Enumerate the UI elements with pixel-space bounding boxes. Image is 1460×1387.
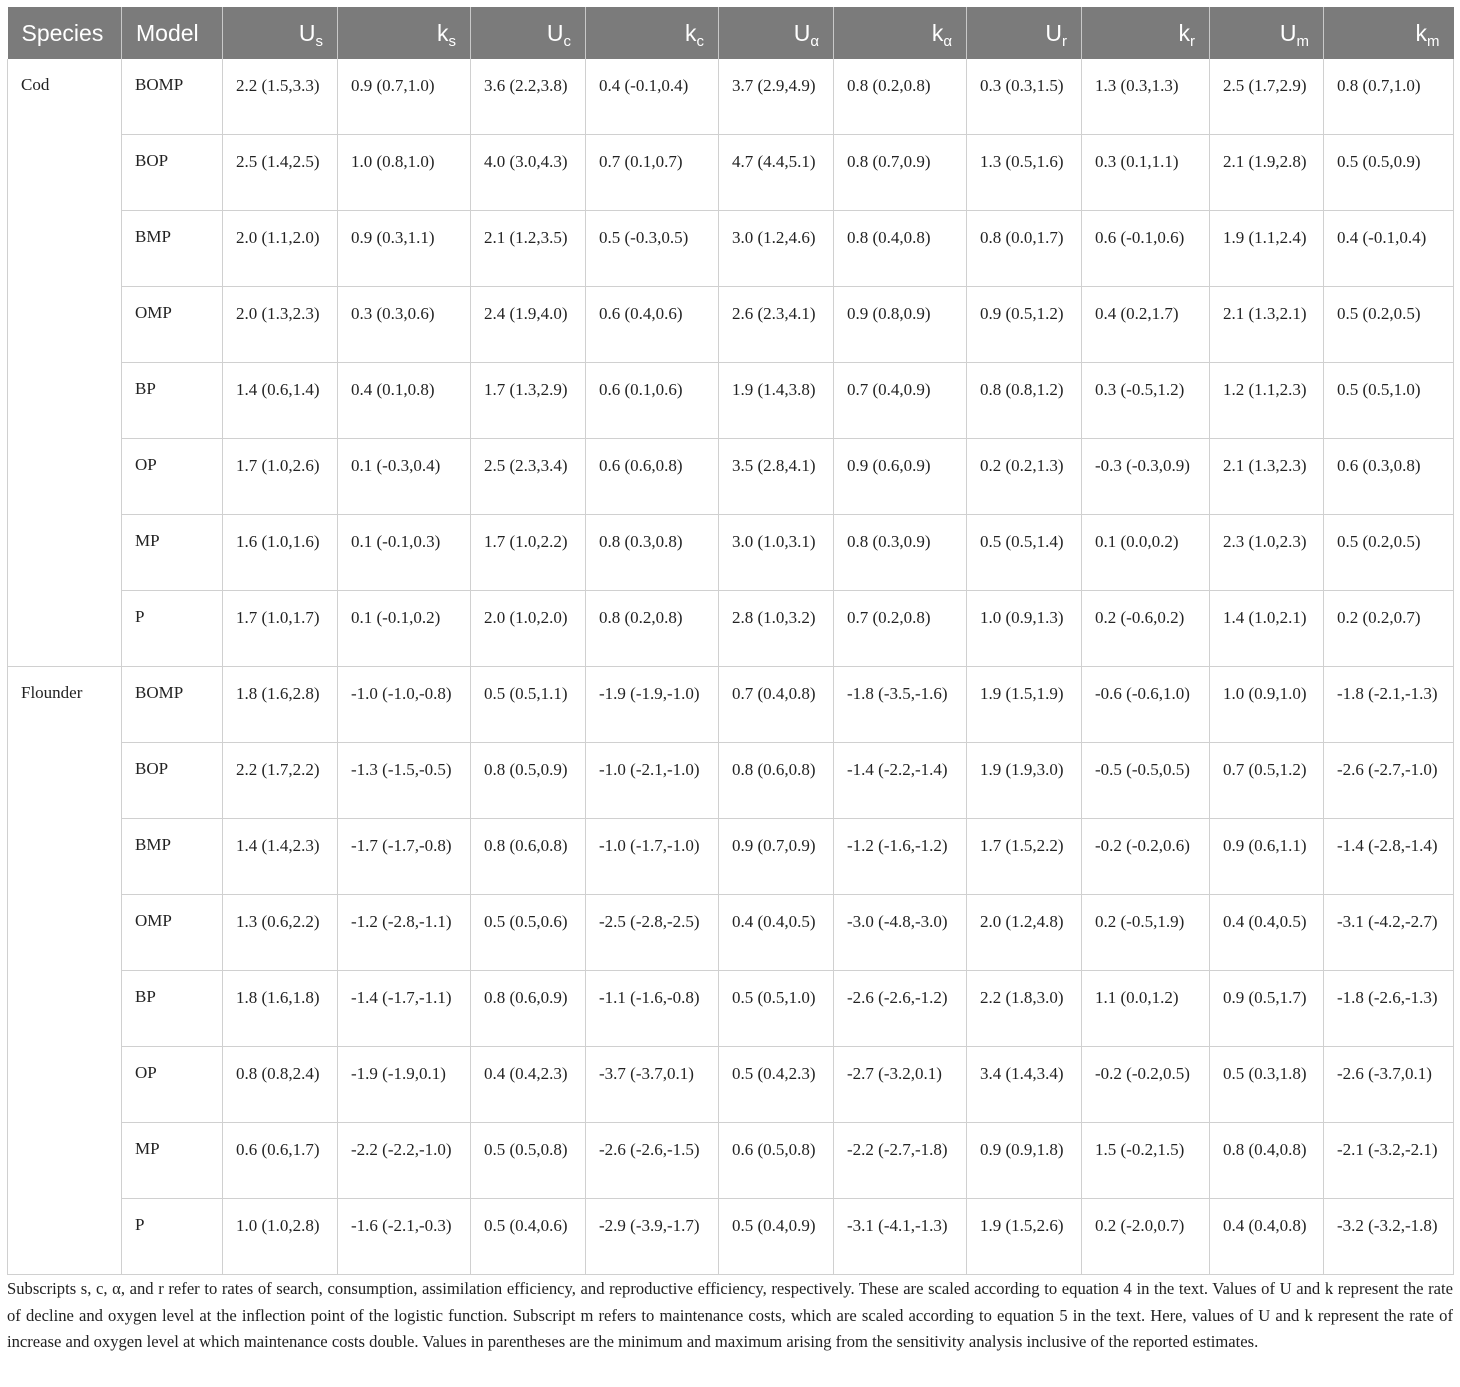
value-cell: 1.8 (1.6,1.8)	[223, 971, 338, 1047]
column-header-symbol: k	[1178, 19, 1190, 46]
value-cell: 0.9 (0.9,1.8)	[967, 1123, 1082, 1199]
value-cell: 1.7 (1.5,2.2)	[967, 819, 1082, 895]
value-cell: 0.2 (0.2,1.3)	[967, 439, 1082, 515]
value-cell: 1.3 (0.6,2.2)	[223, 895, 338, 971]
table-header-row	[8, 7, 1454, 59]
value-cell: 2.1 (1.3,2.3)	[1210, 439, 1324, 515]
value-cell: 2.2 (1.8,3.0)	[967, 971, 1082, 1047]
value-cell: 0.5 (0.5,0.8)	[471, 1123, 586, 1199]
species-cell: Cod	[8, 59, 122, 667]
value-cell: 0.7 (0.4,0.9)	[834, 363, 967, 439]
value-cell: 0.9 (0.6,1.1)	[1210, 819, 1324, 895]
model-cell: BOMP	[122, 59, 223, 135]
model-cell: MP	[122, 1123, 223, 1199]
value-cell: 2.5 (1.7,2.9)	[1210, 59, 1324, 135]
column-header	[223, 7, 338, 59]
value-cell: 0.4 (-0.1,0.4)	[586, 59, 719, 135]
value-cell: 2.0 (1.1,2.0)	[223, 211, 338, 287]
model-cell: BP	[122, 363, 223, 439]
table-row	[8, 1199, 1454, 1275]
column-header	[1324, 7, 1454, 59]
table-body	[8, 59, 1454, 1275]
value-cell: 1.7 (1.0,1.7)	[223, 591, 338, 667]
value-cell: -2.1 (-3.2,-2.1)	[1324, 1123, 1454, 1199]
column-header-symbol: U	[298, 19, 316, 46]
value-cell: -2.2 (-2.2,-1.0)	[338, 1123, 471, 1199]
value-cell: 1.6 (1.0,1.6)	[223, 515, 338, 591]
value-cell: 0.2 (-0.6,0.2)	[1082, 591, 1210, 667]
column-header-symbol: Species	[21, 19, 104, 46]
table-row	[8, 971, 1454, 1047]
value-cell: -2.6 (-2.6,-1.2)	[834, 971, 967, 1047]
value-cell: 1.2 (1.1,2.3)	[1210, 363, 1324, 439]
value-cell: 0.8 (0.8,2.4)	[223, 1047, 338, 1123]
column-header	[834, 7, 967, 59]
value-cell: -0.6 (-0.6,1.0)	[1082, 667, 1210, 743]
value-cell: -1.0 (-2.1,-1.0)	[586, 743, 719, 819]
column-header	[1210, 7, 1324, 59]
model-cell: BOP	[122, 743, 223, 819]
value-cell: 1.3 (0.3,1.3)	[1082, 59, 1210, 135]
value-cell: -3.0 (-4.8,-3.0)	[834, 895, 967, 971]
table-row	[8, 211, 1454, 287]
column-header	[122, 7, 223, 59]
value-cell: 0.5 (0.2,0.5)	[1324, 515, 1454, 591]
parameter-estimates-table	[7, 7, 1454, 1275]
value-cell: 0.6 (0.1,0.6)	[586, 363, 719, 439]
value-cell: -1.8 (-3.5,-1.6)	[834, 667, 967, 743]
value-cell: 1.0 (1.0,2.8)	[223, 1199, 338, 1275]
column-header	[1082, 7, 1210, 59]
value-cell: 3.7 (2.9,4.9)	[719, 59, 834, 135]
value-cell: -2.2 (-2.7,-1.8)	[834, 1123, 967, 1199]
value-cell: 0.5 (0.5,0.9)	[1324, 135, 1454, 211]
table-row	[8, 1047, 1454, 1123]
value-cell: 1.0 (0.9,1.0)	[1210, 667, 1324, 743]
column-header-symbol: U	[1279, 19, 1297, 46]
value-cell: 0.5 (0.5,0.6)	[471, 895, 586, 971]
value-cell: -1.2 (-2.8,-1.1)	[338, 895, 471, 971]
value-cell: -2.7 (-3.2,0.1)	[834, 1047, 967, 1123]
column-header-subscript: α	[943, 32, 952, 50]
model-cell: OMP	[122, 287, 223, 363]
value-cell: 0.7 (0.4,0.8)	[719, 667, 834, 743]
value-cell: 0.3 (0.3,0.6)	[338, 287, 471, 363]
value-cell: 0.4 (0.4,0.5)	[719, 895, 834, 971]
value-cell: 0.3 (0.3,1.5)	[967, 59, 1082, 135]
value-cell: -3.7 (-3.7,0.1)	[586, 1047, 719, 1123]
table-row	[8, 515, 1454, 591]
value-cell: 2.0 (1.3,2.3)	[223, 287, 338, 363]
value-cell: 0.5 (0.4,0.9)	[719, 1199, 834, 1275]
value-cell: -1.8 (-2.1,-1.3)	[1324, 667, 1454, 743]
value-cell: 0.1 (-0.1,0.2)	[338, 591, 471, 667]
value-cell: 0.8 (0.7,0.9)	[834, 135, 967, 211]
value-cell: 3.6 (2.2,3.8)	[471, 59, 586, 135]
column-header-subscript: s	[448, 32, 456, 50]
value-cell: -3.1 (-4.1,-1.3)	[834, 1199, 967, 1275]
table-footnote: Subscripts s, c, α, and r refer to rates of search, consumption, assimilation efficiency, and reproductive efficiency, respectively. These are scaled according to equation 4 in the text. Values of U and k represent the rate of decline and oxygen level at the inflection point of the logistic function. Subscript m refers to maintenance costs, which are scaled according to equation 5 in the text. Here, values of U and k represent the rate of increase and oxygen level at which maintenance costs double. Values in parentheses are the minimum and maximum arising from the sensitivity analysis inclusive of the reported estimates.	[7, 1279, 1453, 1351]
value-cell: 0.4 (0.4,0.8)	[1210, 1199, 1324, 1275]
value-cell: 2.8 (1.0,3.2)	[719, 591, 834, 667]
value-cell: 1.8 (1.6,2.8)	[223, 667, 338, 743]
value-cell: 2.2 (1.7,2.2)	[223, 743, 338, 819]
value-cell: 1.3 (0.5,1.6)	[967, 135, 1082, 211]
value-cell: 0.1 (-0.1,0.3)	[338, 515, 471, 591]
value-cell: 0.2 (-2.0,0.7)	[1082, 1199, 1210, 1275]
table-row	[8, 819, 1454, 895]
column-header-symbol: U	[546, 19, 564, 46]
column-header	[338, 7, 471, 59]
value-cell: -1.9 (-1.9,0.1)	[338, 1047, 471, 1123]
column-header-subscript: c	[696, 32, 704, 50]
value-cell: 3.0 (1.2,4.6)	[719, 211, 834, 287]
value-cell: 1.4 (1.4,2.3)	[223, 819, 338, 895]
value-cell: 0.1 (0.0,0.2)	[1082, 515, 1210, 591]
table-row	[8, 287, 1454, 363]
model-cell: OP	[122, 439, 223, 515]
model-cell: OMP	[122, 895, 223, 971]
value-cell: 0.9 (0.6,0.9)	[834, 439, 967, 515]
column-header	[8, 7, 122, 59]
value-cell: 0.5 (0.5,1.1)	[471, 667, 586, 743]
value-cell: 1.0 (0.9,1.3)	[967, 591, 1082, 667]
value-cell: -1.2 (-1.6,-1.2)	[834, 819, 967, 895]
value-cell: 2.4 (1.9,4.0)	[471, 287, 586, 363]
value-cell: -1.9 (-1.9,-1.0)	[586, 667, 719, 743]
value-cell: 1.9 (1.1,2.4)	[1210, 211, 1324, 287]
column-header-symbol: k	[931, 19, 944, 46]
value-cell: 0.5 (0.4,2.3)	[719, 1047, 834, 1123]
value-cell: 0.5 (0.5,1.0)	[719, 971, 834, 1047]
value-cell: -3.1 (-4.2,-2.7)	[1324, 895, 1454, 971]
column-header-subscript: c	[563, 32, 571, 50]
value-cell: 4.7 (4.4,5.1)	[719, 135, 834, 211]
value-cell: 0.6 (0.5,0.8)	[719, 1123, 834, 1199]
value-cell: -2.9 (-3.9,-1.7)	[586, 1199, 719, 1275]
value-cell: -0.2 (-0.2,0.5)	[1082, 1047, 1210, 1123]
value-cell: 0.8 (0.5,0.9)	[471, 743, 586, 819]
value-cell: 2.1 (1.2,3.5)	[471, 211, 586, 287]
value-cell: -2.6 (-2.6,-1.5)	[586, 1123, 719, 1199]
model-cell: OP	[122, 1047, 223, 1123]
value-cell: 0.1 (-0.3,0.4)	[338, 439, 471, 515]
value-cell: -1.1 (-1.6,-0.8)	[586, 971, 719, 1047]
value-cell: -1.4 (-2.8,-1.4)	[1324, 819, 1454, 895]
value-cell: -1.0 (-1.7,-1.0)	[586, 819, 719, 895]
value-cell: 1.7 (1.3,2.9)	[471, 363, 586, 439]
column-header	[967, 7, 1082, 59]
value-cell: -1.4 (-1.7,-1.1)	[338, 971, 471, 1047]
model-cell: BMP	[122, 819, 223, 895]
table-row	[8, 363, 1454, 439]
value-cell: 0.5 (0.2,0.5)	[1324, 287, 1454, 363]
results-table-container	[7, 7, 1453, 1275]
column-header-symbol: k	[437, 19, 449, 46]
value-cell: -0.3 (-0.3,0.9)	[1082, 439, 1210, 515]
value-cell: 0.8 (0.3,0.8)	[586, 515, 719, 591]
value-cell: 1.9 (1.5,1.9)	[967, 667, 1082, 743]
value-cell: 0.5 (0.5,1.4)	[967, 515, 1082, 591]
value-cell: 2.5 (2.3,3.4)	[471, 439, 586, 515]
column-header-symbol: k	[1415, 19, 1427, 46]
value-cell: 0.9 (0.7,1.0)	[338, 59, 471, 135]
value-cell: -2.6 (-2.7,-1.0)	[1324, 743, 1454, 819]
value-cell: 3.4 (1.4,3.4)	[967, 1047, 1082, 1123]
table-row	[8, 743, 1454, 819]
value-cell: 0.5 (0.3,1.8)	[1210, 1047, 1324, 1123]
table-row	[8, 667, 1454, 743]
value-cell: 4.0 (3.0,4.3)	[471, 135, 586, 211]
value-cell: 0.2 (0.2,0.7)	[1324, 591, 1454, 667]
model-cell: MP	[122, 515, 223, 591]
value-cell: 0.9 (0.3,1.1)	[338, 211, 471, 287]
value-cell: 1.9 (1.9,3.0)	[967, 743, 1082, 819]
value-cell: 0.8 (0.0,1.7)	[967, 211, 1082, 287]
value-cell: -1.4 (-2.2,-1.4)	[834, 743, 967, 819]
model-cell: P	[122, 1199, 223, 1275]
value-cell: 0.4 (0.1,0.8)	[338, 363, 471, 439]
column-header-symbol: Model	[136, 19, 199, 46]
value-cell: 3.5 (2.8,4.1)	[719, 439, 834, 515]
column-header	[471, 7, 586, 59]
value-cell: 0.7 (0.5,1.2)	[1210, 743, 1324, 819]
table-row	[8, 59, 1454, 135]
value-cell: 0.8 (0.6,0.8)	[719, 743, 834, 819]
value-cell: 2.0 (1.2,4.8)	[967, 895, 1082, 971]
value-cell: 0.8 (0.6,0.9)	[471, 971, 586, 1047]
table-row	[8, 591, 1454, 667]
value-cell: -1.8 (-2.6,-1.3)	[1324, 971, 1454, 1047]
value-cell: 0.8 (0.8,1.2)	[967, 363, 1082, 439]
value-cell: 1.4 (1.0,2.1)	[1210, 591, 1324, 667]
table-row	[8, 439, 1454, 515]
value-cell: 0.6 (0.6,0.8)	[586, 439, 719, 515]
column-header	[586, 7, 719, 59]
value-cell: 1.1 (0.0,1.2)	[1082, 971, 1210, 1047]
value-cell: 0.8 (0.2,0.8)	[586, 591, 719, 667]
table-row	[8, 895, 1454, 971]
value-cell: 0.5 (0.4,0.6)	[471, 1199, 586, 1275]
value-cell: 1.7 (1.0,2.6)	[223, 439, 338, 515]
value-cell: 0.7 (0.1,0.7)	[586, 135, 719, 211]
value-cell: 0.9 (0.5,1.2)	[967, 287, 1082, 363]
model-cell: P	[122, 591, 223, 667]
species-cell: Flounder	[8, 667, 122, 1275]
value-cell: 0.8 (0.7,1.0)	[1324, 59, 1454, 135]
column-header-symbol: k	[685, 19, 697, 46]
value-cell: 0.2 (-0.5,1.9)	[1082, 895, 1210, 971]
value-cell: 0.4 (0.2,1.7)	[1082, 287, 1210, 363]
value-cell: -1.6 (-2.1,-0.3)	[338, 1199, 471, 1275]
value-cell: 0.9 (0.5,1.7)	[1210, 971, 1324, 1047]
column-header-subscript: r	[1062, 32, 1067, 50]
value-cell: 1.7 (1.0,2.2)	[471, 515, 586, 591]
column-header-subscript: s	[315, 32, 323, 50]
model-cell: BOP	[122, 135, 223, 211]
value-cell: -0.2 (-0.2,0.6)	[1082, 819, 1210, 895]
value-cell: 1.5 (-0.2,1.5)	[1082, 1123, 1210, 1199]
value-cell: -1.3 (-1.5,-0.5)	[338, 743, 471, 819]
value-cell: -2.6 (-3.7,0.1)	[1324, 1047, 1454, 1123]
value-cell: 2.6 (2.3,4.1)	[719, 287, 834, 363]
table-row	[8, 135, 1454, 211]
value-cell: 0.9 (0.7,0.9)	[719, 819, 834, 895]
value-cell: -0.5 (-0.5,0.5)	[1082, 743, 1210, 819]
value-cell: 3.0 (1.0,3.1)	[719, 515, 834, 591]
value-cell: 0.3 (-0.5,1.2)	[1082, 363, 1210, 439]
value-cell: 0.4 (-0.1,0.4)	[1324, 211, 1454, 287]
value-cell: 1.0 (0.8,1.0)	[338, 135, 471, 211]
value-cell: 1.9 (1.5,2.6)	[967, 1199, 1082, 1275]
model-cell: BMP	[122, 211, 223, 287]
value-cell: 0.8 (0.4,0.8)	[834, 211, 967, 287]
value-cell: 2.1 (1.3,2.1)	[1210, 287, 1324, 363]
value-cell: -3.2 (-3.2,-1.8)	[1324, 1199, 1454, 1275]
value-cell: 2.1 (1.9,2.8)	[1210, 135, 1324, 211]
value-cell: 0.8 (0.3,0.9)	[834, 515, 967, 591]
value-cell: 0.9 (0.8,0.9)	[834, 287, 967, 363]
value-cell: -2.5 (-2.8,-2.5)	[586, 895, 719, 971]
value-cell: 0.5 (0.5,1.0)	[1324, 363, 1454, 439]
column-header-subscript: m	[1427, 32, 1440, 50]
column-header-subscript: m	[1296, 32, 1309, 50]
value-cell: 0.6 (-0.1,0.6)	[1082, 211, 1210, 287]
column-header-subscript: α	[810, 32, 819, 50]
value-cell: 2.5 (1.4,2.5)	[223, 135, 338, 211]
model-cell: BP	[122, 971, 223, 1047]
model-cell: BOMP	[122, 667, 223, 743]
table-row	[8, 1123, 1454, 1199]
value-cell: 0.6 (0.4,0.6)	[586, 287, 719, 363]
value-cell: 2.2 (1.5,3.3)	[223, 59, 338, 135]
value-cell: 0.4 (0.4,2.3)	[471, 1047, 586, 1123]
value-cell: 0.6 (0.6,1.7)	[223, 1123, 338, 1199]
column-header	[719, 7, 834, 59]
value-cell: 0.8 (0.6,0.8)	[471, 819, 586, 895]
value-cell: 2.0 (1.0,2.0)	[471, 591, 586, 667]
column-header-symbol: U	[1045, 19, 1062, 46]
column-header-subscript: r	[1190, 32, 1195, 50]
value-cell: 0.8 (0.2,0.8)	[834, 59, 967, 135]
value-cell: 2.3 (1.0,2.3)	[1210, 515, 1324, 591]
value-cell: 0.4 (0.4,0.5)	[1210, 895, 1324, 971]
column-header-symbol: U	[793, 19, 811, 46]
value-cell: 0.3 (0.1,1.1)	[1082, 135, 1210, 211]
value-cell: 1.4 (0.6,1.4)	[223, 363, 338, 439]
value-cell: 0.8 (0.4,0.8)	[1210, 1123, 1324, 1199]
value-cell: 0.5 (-0.3,0.5)	[586, 211, 719, 287]
value-cell: 1.9 (1.4,3.8)	[719, 363, 834, 439]
value-cell: 0.7 (0.2,0.8)	[834, 591, 967, 667]
value-cell: -1.0 (-1.0,-0.8)	[338, 667, 471, 743]
value-cell: -1.7 (-1.7,-0.8)	[338, 819, 471, 895]
value-cell: 0.6 (0.3,0.8)	[1324, 439, 1454, 515]
